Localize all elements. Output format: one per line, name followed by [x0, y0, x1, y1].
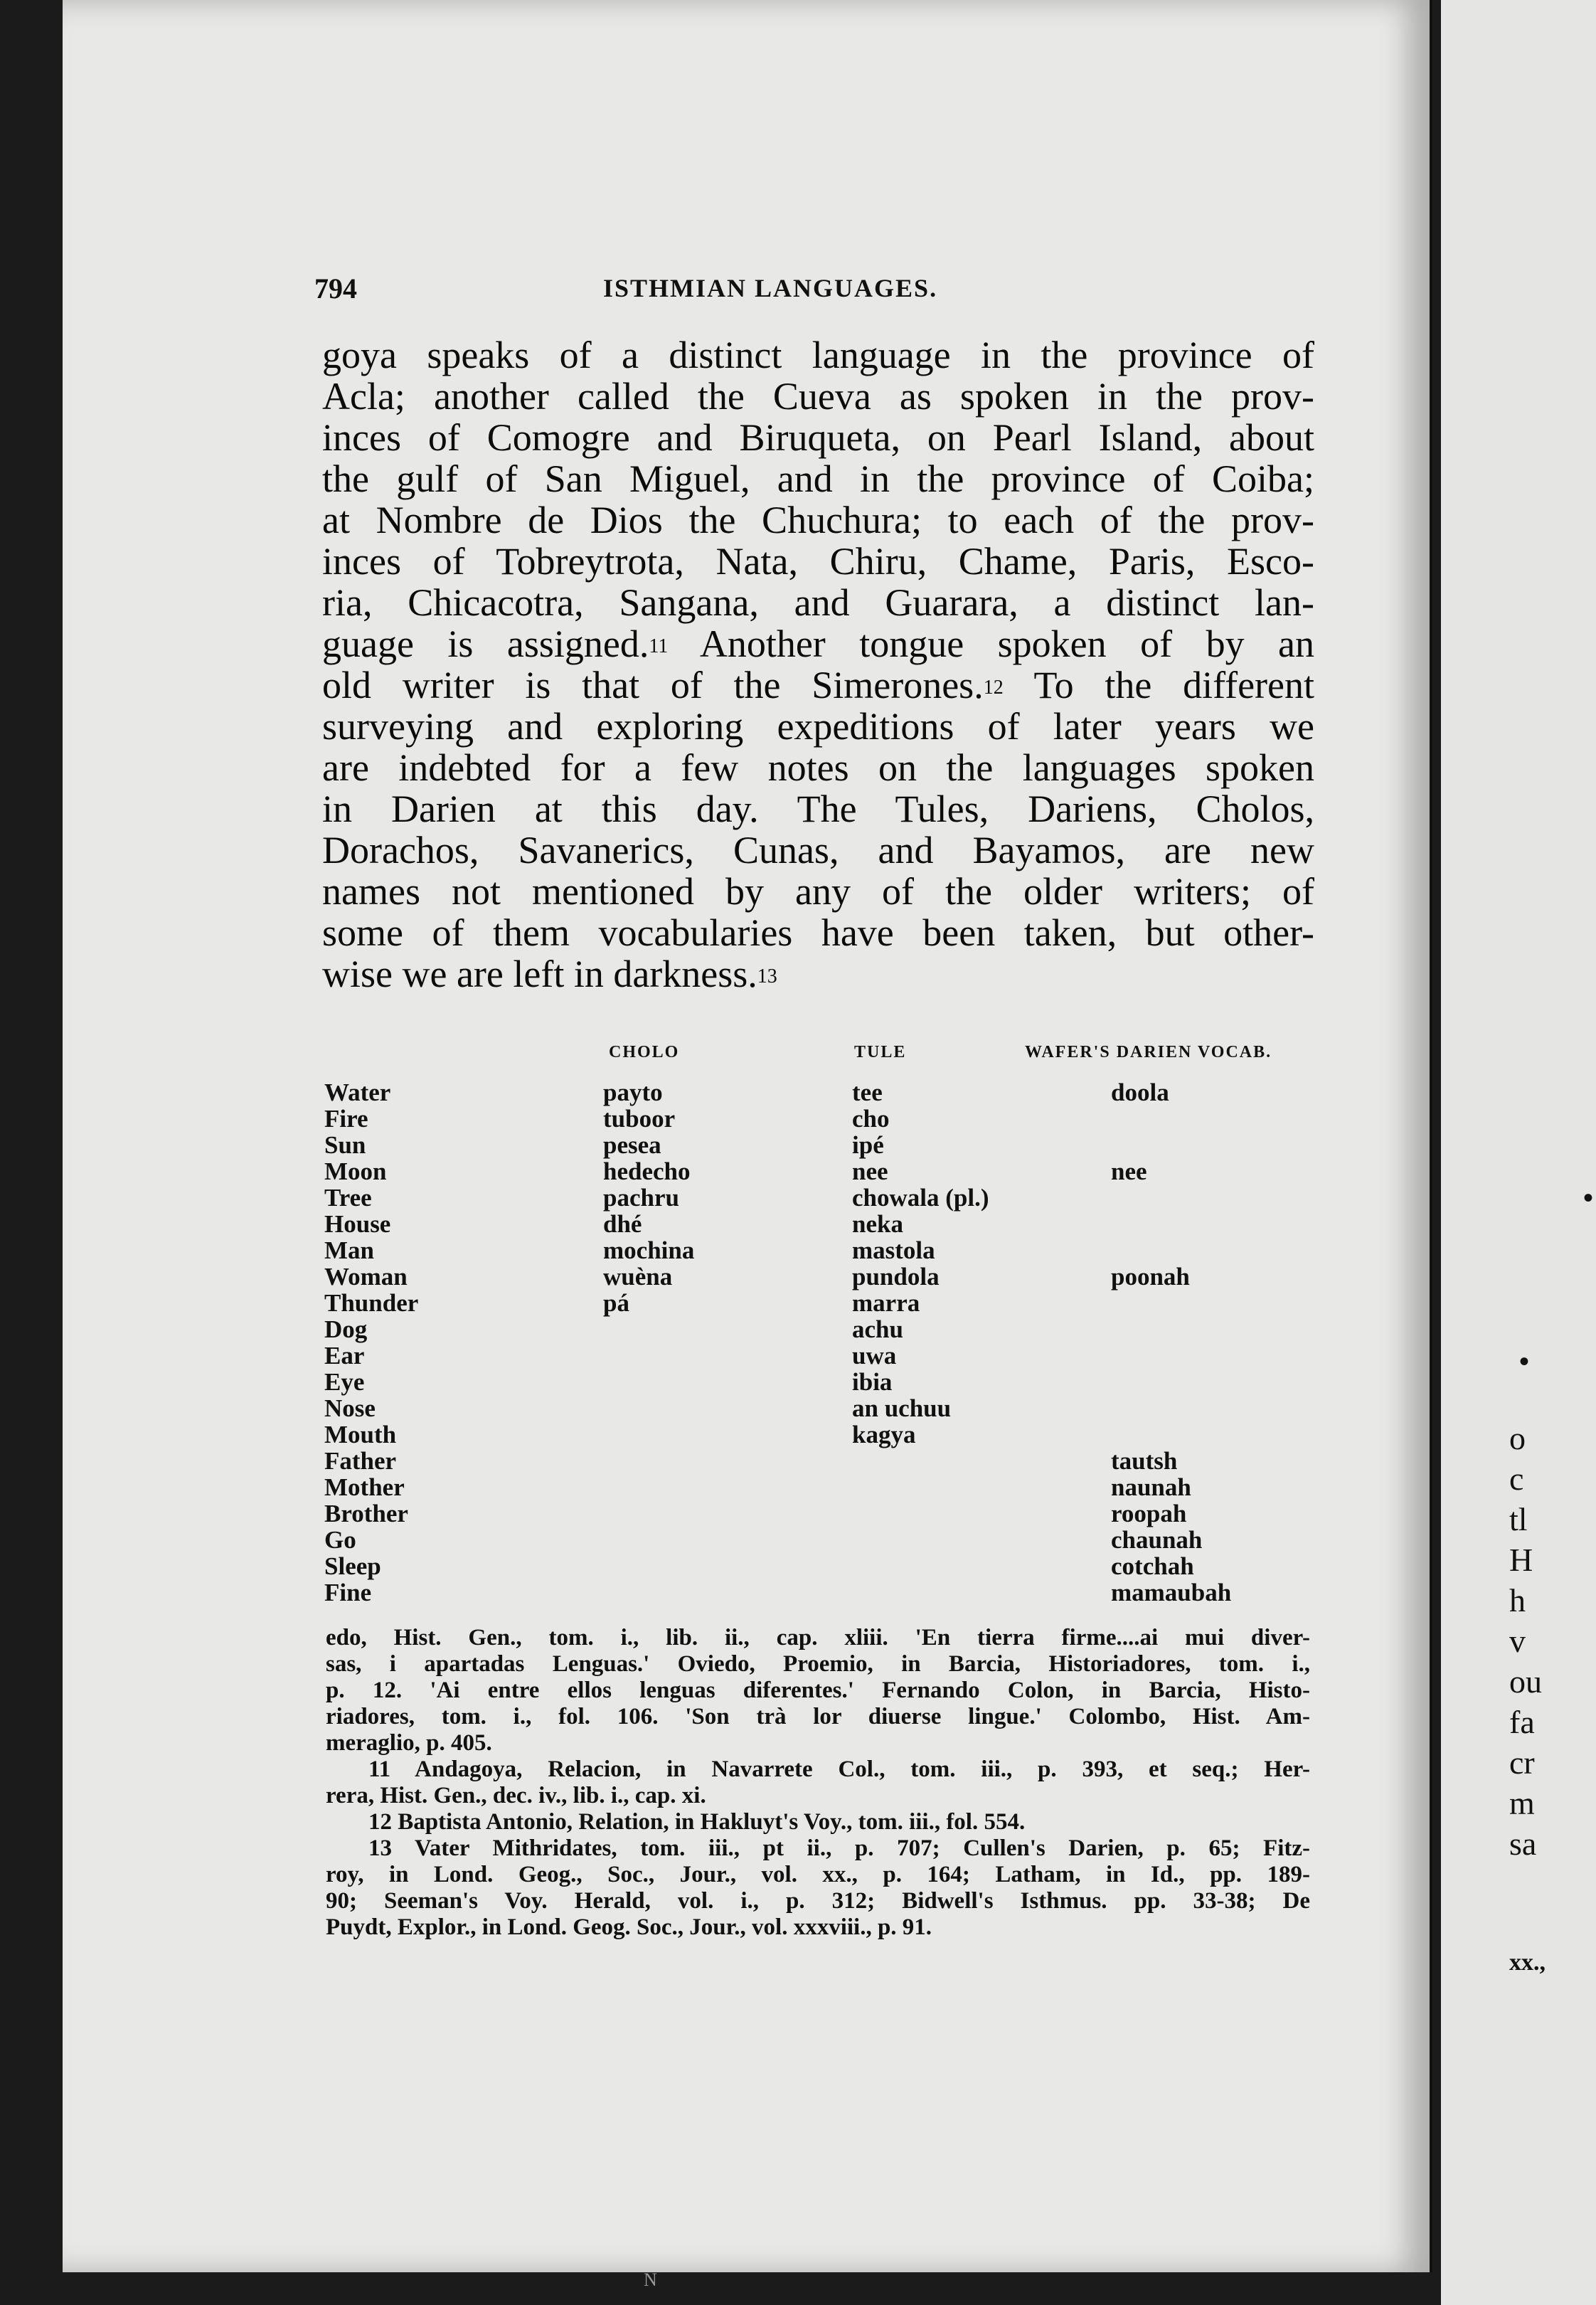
vocab-tule: neka	[852, 1210, 903, 1238]
vocab-english: Mouth	[324, 1421, 397, 1448]
vocab-cholo: pachru	[603, 1184, 679, 1212]
vocab-english: Brother	[324, 1500, 408, 1527]
vocab-row	[324, 1500, 1320, 1526]
vocab-english: Go	[324, 1526, 356, 1554]
vocab-cholo: pesea	[603, 1131, 661, 1159]
column-header-wafer: WAFER'S DARIEN VOCAB.	[1025, 1043, 1272, 1061]
vocab-row	[324, 1263, 1320, 1289]
body-line: at Nombre de Dios the Chuchura; to each of the prov-	[322, 499, 1314, 541]
vocab-tule: uwa	[852, 1342, 897, 1369]
footnote-line: sas, i apartadas Lenguas.' Oviedo, Proemio, in Barcia, Historiadores, tom. i.,	[326, 1651, 1310, 1677]
vocab-english: Sun	[324, 1131, 366, 1159]
vocab-cholo: hedecho	[603, 1157, 691, 1185]
adjacent-page-edge	[1441, 0, 1596, 2305]
body-line: names not mentioned by any of the older writers; of	[322, 870, 1314, 913]
vocab-wafer: poonah	[1111, 1263, 1190, 1291]
vocab-row	[324, 1184, 1320, 1210]
vocab-english: Man	[324, 1236, 374, 1264]
body-line: surveying and exploring expeditions of later years we	[322, 705, 1314, 748]
vocab-tule: ipé	[852, 1131, 884, 1159]
running-title: ISTHMIAN LANGUAGES.	[603, 274, 938, 302]
vocab-english: Fire	[324, 1105, 368, 1133]
vocab-wafer: naunah	[1111, 1473, 1191, 1501]
vocab-cholo: dhé	[603, 1210, 642, 1238]
vocab-english: Father	[324, 1447, 397, 1475]
vocab-row	[324, 1473, 1320, 1500]
vocab-row	[324, 1131, 1320, 1157]
vocab-english: Mother	[324, 1473, 405, 1501]
vocab-row	[324, 1421, 1320, 1447]
body-line-continuation: Another tongue spoken of by an	[668, 622, 1315, 665]
adjacent-page-text: m	[1509, 1785, 1535, 1821]
vocab-row	[324, 1579, 1320, 1605]
page-number: 794	[314, 272, 357, 304]
body-line: in Darien at this day. The Tules, Dariens, Cholos,	[322, 788, 1314, 830]
vocab-wafer: nee	[1111, 1157, 1147, 1185]
vocab-english: Dog	[324, 1315, 368, 1343]
footnote-line: 90; Seeman's Voy. Herald, vol. i., p. 312; Bidwell's Isthmus. pp. 33-38; De	[326, 1888, 1310, 1914]
vocab-row	[324, 1289, 1320, 1315]
vocab-row	[324, 1368, 1320, 1394]
body-line: the gulf of San Miguel, and in the province of Coiba;	[322, 457, 1314, 500]
book-page	[63, 0, 1432, 2272]
body-line: inces of Comogre and Biruqueta, on Pearl Island, about	[322, 416, 1314, 459]
vocab-english: Ear	[324, 1342, 365, 1369]
running-head	[63, 272, 1430, 314]
footnotes	[326, 1625, 1310, 1941]
body-line: Dorachos, Savanerics, Cunas, and Bayamos, are new	[322, 829, 1314, 871]
body-line: goya speaks of a distinct language in the province of	[322, 334, 1314, 376]
adjacent-page-text: ou	[1509, 1663, 1542, 1700]
vocab-wafer: mamaubah	[1111, 1579, 1232, 1606]
vocab-english: Sleep	[324, 1552, 381, 1580]
vocab-row	[324, 1552, 1320, 1579]
footnote-line: 12 Baptista Antonio, Relation, in Hakluyt's Voy., tom. iii., fol. 554.	[368, 1809, 1026, 1835]
body-line-continuation: To the different	[1003, 664, 1314, 706]
vocab-english: Nose	[324, 1394, 376, 1422]
footnote-marker: 11	[649, 635, 669, 657]
adjacent-page-text: v	[1509, 1623, 1526, 1659]
footnote-line: meraglio, p. 405.	[326, 1730, 492, 1756]
vocab-cholo: tuboor	[603, 1105, 676, 1133]
body-line: ria, Chicacotra, Sangana, and Guarara, a distinct lan-	[322, 581, 1314, 624]
vocab-english: Thunder	[324, 1289, 419, 1317]
adjacent-page-text: sa	[1509, 1826, 1537, 1862]
vocab-tule: an uchuu	[852, 1394, 952, 1422]
scan-mark: N	[644, 2269, 657, 2290]
body-line: some of them vocabularies have been taken, but other-	[322, 911, 1314, 954]
vocab-wafer: doola	[1111, 1079, 1169, 1106]
vocab-wafer: cotchah	[1111, 1552, 1194, 1580]
vocab-tule: ibia	[852, 1368, 893, 1396]
adjacent-page-text: h	[1509, 1582, 1526, 1618]
footnote-line: p. 12. 'Ai entre ellos lenguas diferentes.' Fernando Colon, in Barcia, Histo-	[326, 1678, 1310, 1703]
vocab-cholo: payto	[603, 1079, 663, 1106]
vocab-cholo: mochina	[603, 1236, 695, 1264]
column-header-tule: TULE	[854, 1043, 907, 1061]
vocab-english: House	[324, 1210, 391, 1238]
body-line: are indebted for a few notes on the languages spoken	[322, 746, 1314, 789]
body-line: Acla; another called the Cueva as spoken in the prov-	[322, 375, 1314, 418]
adjacent-page-footer: xx.,	[1509, 1949, 1546, 1976]
vocab-english: Eye	[324, 1368, 365, 1396]
body-line-text: guage is assigned.	[322, 622, 649, 665]
adjacent-page-text: H	[1509, 1542, 1533, 1578]
vocab-english: Woman	[324, 1263, 408, 1291]
adjacent-page-text: cr	[1509, 1744, 1535, 1781]
vocab-row	[324, 1342, 1320, 1368]
vocab-english: Moon	[324, 1157, 387, 1185]
footnote-line: roy, in Lond. Geog., Soc., Jour., vol. xx., p. 164; Latham, in Id., pp. 189-	[326, 1862, 1310, 1887]
vocab-row	[324, 1394, 1320, 1421]
vocab-tule: kagya	[852, 1421, 916, 1448]
body-line	[322, 953, 1314, 995]
vocab-tule: marra	[852, 1289, 920, 1317]
body-line: inces of Tobreytrota, Nata, Chiru, Chame, Paris, Esco-	[322, 540, 1314, 583]
body-line	[322, 623, 1314, 664]
vocab-row	[324, 1236, 1320, 1263]
vocab-tule: chowala (pl.)	[852, 1184, 989, 1212]
vocab-row	[324, 1079, 1320, 1105]
vocab-tule: mastola	[852, 1236, 935, 1264]
vocab-english: Water	[324, 1079, 391, 1106]
adjacent-page-text: fa	[1509, 1704, 1535, 1740]
vocab-tule: tee	[852, 1079, 883, 1106]
adjacent-page-text: o	[1509, 1420, 1526, 1456]
body-line	[322, 664, 1314, 706]
footnote-line: rera, Hist. Gen., dec. iv., lib. i., cap. xi.	[326, 1783, 706, 1808]
vocab-wafer: tautsh	[1111, 1447, 1178, 1475]
adjacent-page-text: c	[1509, 1461, 1524, 1497]
vocab-row	[324, 1315, 1320, 1342]
vocab-cholo: wuèna	[603, 1263, 673, 1291]
margin-mark: •	[1583, 1182, 1594, 1214]
footnote-marker: 12	[983, 677, 1004, 699]
vocab-tule: achu	[852, 1315, 903, 1343]
body-text	[322, 334, 1314, 995]
footnote-line: 11 Andagoya, Relacion, in Navarrete Col., tom. iii., p. 393, et seq.; Her-	[368, 1756, 1310, 1782]
vocab-row	[324, 1210, 1320, 1236]
footnote-line: 13 Vater Mithridates, tom. iii., pt ii., p. 707; Cullen's Darien, p. 65; Fitz-	[368, 1835, 1310, 1861]
vocab-wafer: chaunah	[1111, 1526, 1203, 1554]
vocab-row	[324, 1447, 1320, 1473]
vocab-english: Fine	[324, 1579, 372, 1606]
body-line-text: old writer is that of the Simerones.	[322, 664, 984, 706]
footnote-line: edo, Hist. Gen., tom. i., lib. ii., cap. xliii. 'En tierra firme....ai mui diver-	[326, 1625, 1310, 1650]
footnote-line: riadores, tom. i., fol. 106. 'Son trà lor diuerse lingue.' Colombo, Hist. Am-	[326, 1704, 1310, 1729]
vocab-tule: cho	[852, 1105, 890, 1133]
vocab-english: Tree	[324, 1184, 372, 1212]
adjacent-page-text: tl	[1509, 1501, 1528, 1537]
footnote-line: Puydt, Explor., in Lond. Geog. Soc., Jour., vol. xxxviii., p. 91.	[326, 1914, 932, 1940]
vocab-row	[324, 1526, 1320, 1552]
vocab-tule: nee	[852, 1157, 888, 1185]
body-line-text: wise we are left in darkness.	[322, 953, 757, 995]
footnote-marker: 13	[757, 965, 777, 987]
vocab-wafer: roopah	[1111, 1500, 1187, 1527]
vocab-tule: pundola	[852, 1263, 940, 1291]
vocab-row	[324, 1105, 1320, 1131]
vocab-cholo: pá	[603, 1289, 629, 1317]
column-header-cholo: CHOLO	[609, 1043, 680, 1061]
margin-mark: •	[1519, 1345, 1530, 1377]
vocab-row	[324, 1157, 1320, 1184]
